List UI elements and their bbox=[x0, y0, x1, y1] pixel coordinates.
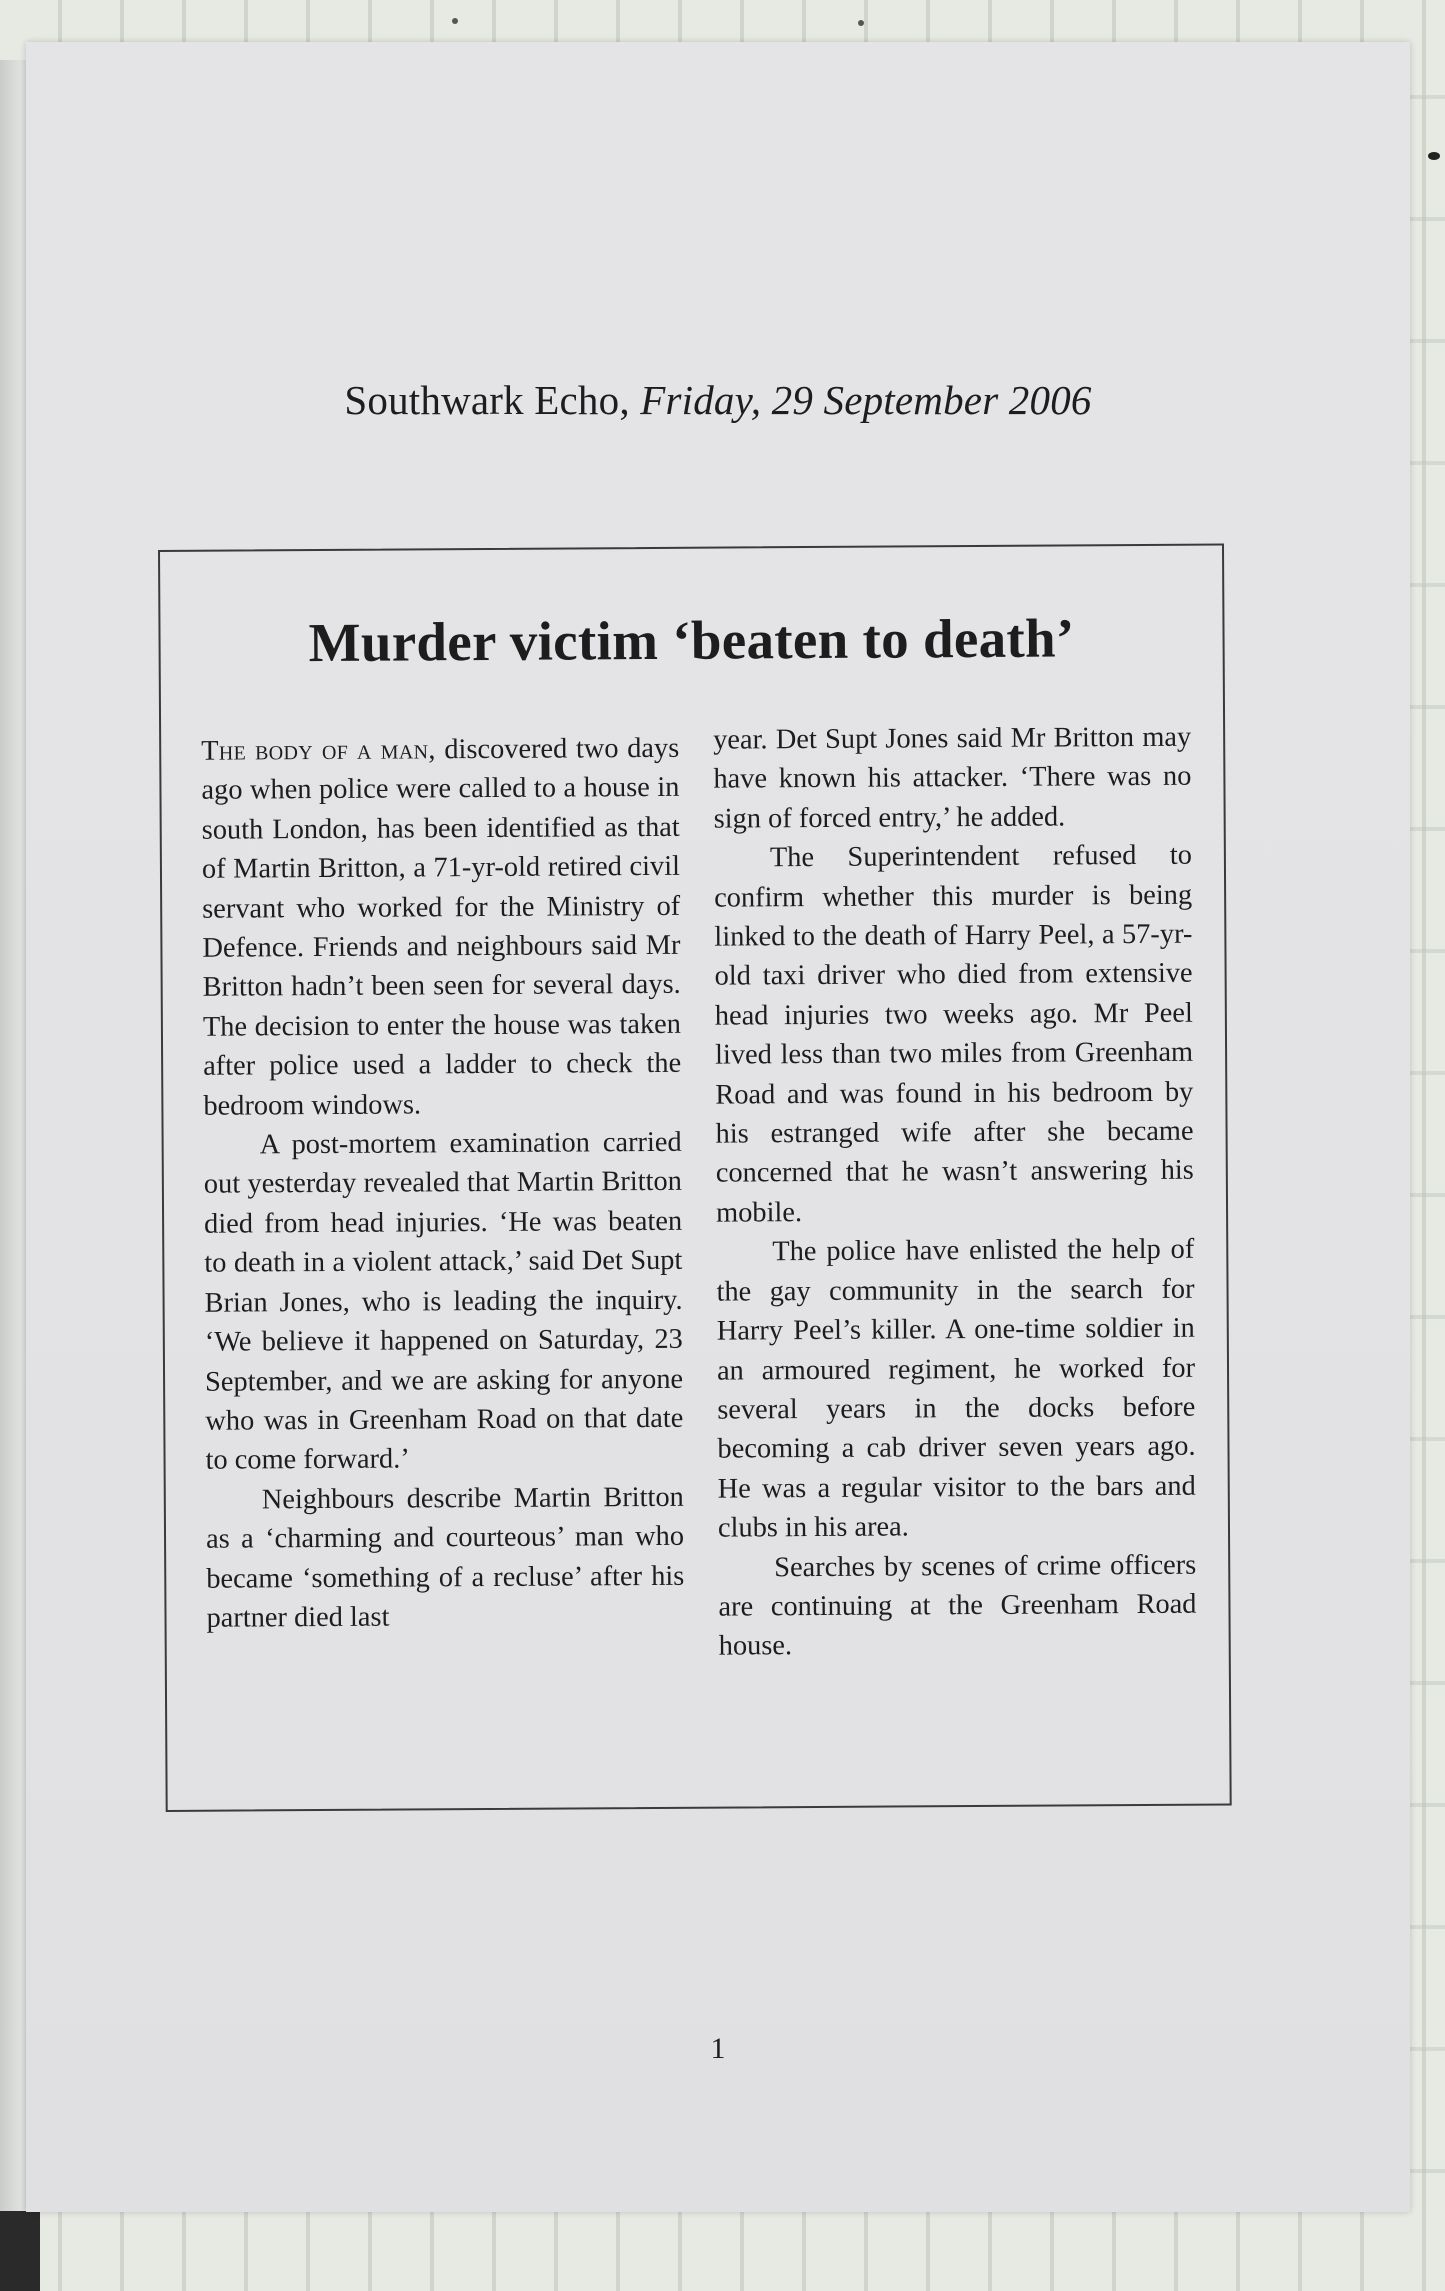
masthead bbox=[26, 376, 1410, 424]
lead-text: discovered two days ago when police were called to a house in south London, has been identified as that of Martin Britton, a 71-yr-old retired civil servant who worked for the Ministry of Defence. Friends and neighbours said Mr Britton hadn’t been seen for several days. The decision to enter the house was taken after police used a ladder to check the bedroom windows. bbox=[201, 732, 682, 1122]
dust-speck bbox=[452, 18, 458, 24]
paragraph: The Superintendent refused to confirm whether this murder is being linked to the death of Harry Peel, a 57-yr-old taxi driver who died from extensive head injuries two weeks ago. Mr Peel lived less than two miles from Greenham Road and was found in his bedroom by his estranged wife after she became concerned that he wasn’t answering his mobile. bbox=[714, 839, 1194, 1229]
paragraph: year. Det Supt Jones said Mr Britton may have known his attacker. ‘There was no sign of forced entry,’ he added. bbox=[713, 721, 1192, 835]
book-page bbox=[26, 42, 1410, 2212]
dust-speck bbox=[858, 20, 864, 26]
lead-in: The body of a man, bbox=[201, 734, 436, 767]
article-column-left bbox=[201, 729, 685, 1638]
publication-date: Friday, 29 September 2006 bbox=[640, 377, 1092, 423]
paragraph bbox=[201, 729, 681, 1126]
paragraph: A post-mortem examination carried out yesterday revealed that Martin Britton died from head injuries. ‘He was beaten to death in a violent attack,’ said Det Supt Brian Jones, who is leading the inquiry. ‘We believe it happened on Saturday, 23 September, and we are asking for anyone who was in Greenham Road on that date to come forward.’ bbox=[203, 1126, 684, 1477]
page-number: 1 bbox=[710, 2032, 726, 2065]
article-column-right bbox=[713, 718, 1197, 1667]
paragraph: Neighbours describe Martin Britton as a ‘charming and courteous’ man who became ‘something of a recluse’ after his partner died last bbox=[205, 1481, 685, 1634]
publication-name: Southwark Echo, bbox=[344, 377, 630, 423]
paragraph: The police have enlisted the help of the gay community in the search for Harry Peel’s killer. A one-time soldier in an armoured regiment, he worked for several years in the docks before becoming a cab driver seven years ago. He was a regular visitor to the bars and clubs in his area. bbox=[716, 1233, 1196, 1544]
article-box bbox=[158, 543, 1232, 1811]
book-shadow bbox=[0, 2211, 40, 2291]
paragraph: Searches by scenes of crime officers are continuing at the Greenham Road house. bbox=[718, 1549, 1197, 1662]
dust-speck bbox=[1428, 152, 1440, 160]
article-headline: Murder victim ‘beaten to death’ bbox=[308, 607, 1075, 674]
